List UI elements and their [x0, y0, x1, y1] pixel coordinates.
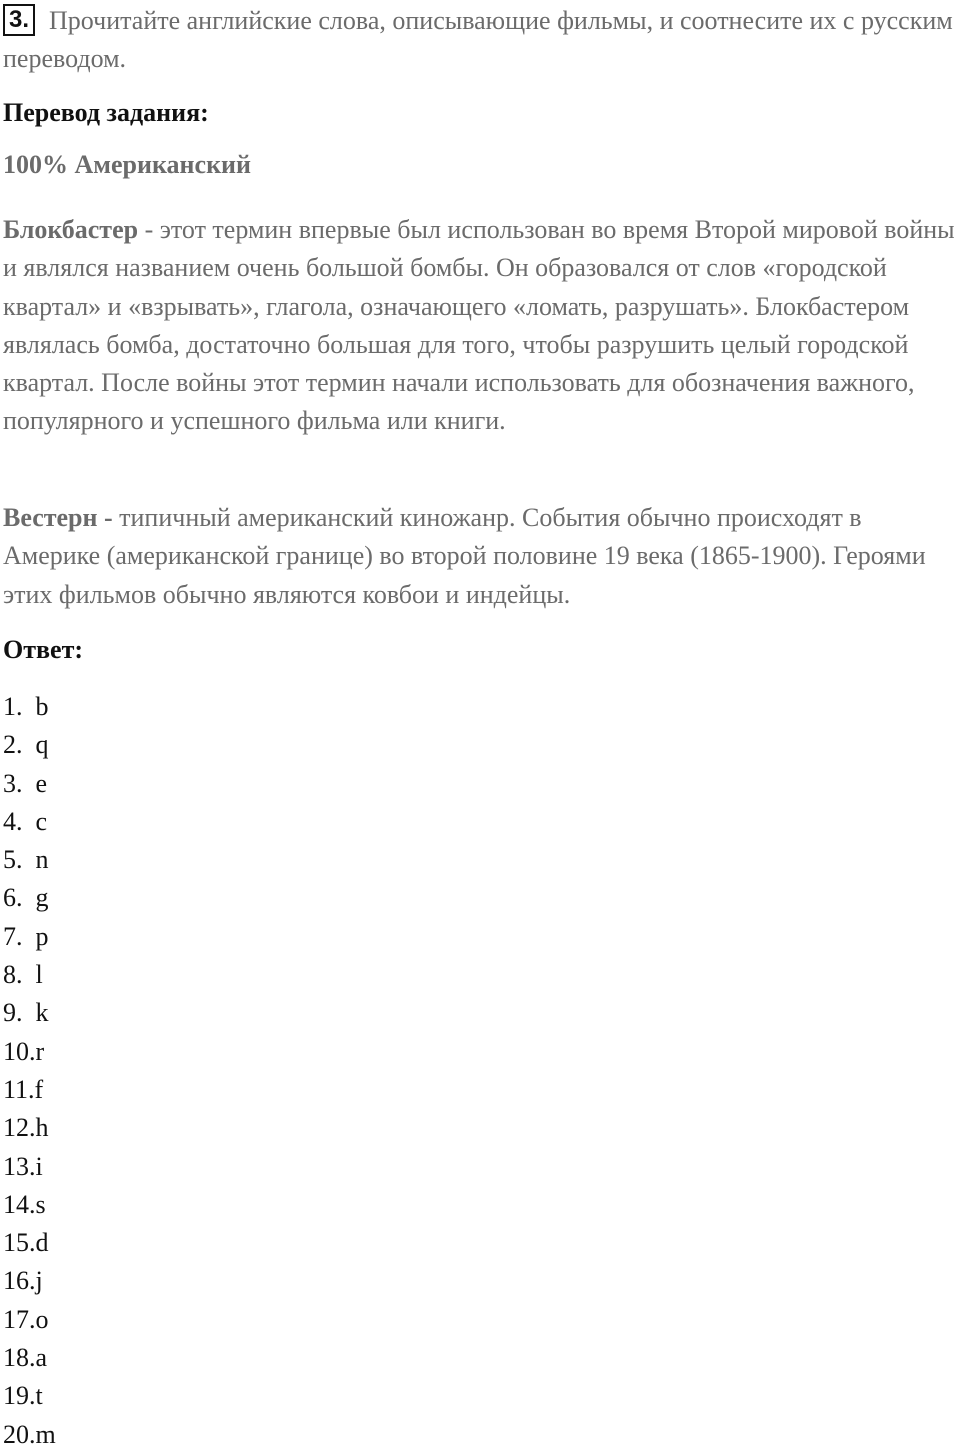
answer-item: 8. l — [3, 960, 43, 990]
answer-heading: Ответ: — [3, 635, 84, 664]
answer-item: 2. q — [3, 730, 49, 760]
blockbuster-text: - этот термин впервые был использован во время Второй мировой войны и являлся названием очень большой бомбы. Он образовался от слов «городской квартал» и «взрывать», глагола, означающего «ломать, разрушать». Блокбастером являлась бомба, достаточно большая для того, чтобы разрушить целый городской квартал. После войны этот термин начали использовать для обозначения важного, популярного и успешного фильма или книги. — [3, 215, 955, 436]
western-term: Вестерн - — [3, 503, 113, 532]
western-text: типичный американский киножанр. События обычно происходят в Америке (американской границе) во второй половине 19 века (1865-1900). Героями этих фильмов обычно являются ковбои и индейцы. — [3, 503, 926, 609]
answer-item: 5. n — [3, 845, 49, 875]
article-title: 100% Американский — [3, 150, 252, 179]
translation-heading: Перевод задания: — [3, 98, 209, 127]
answer-item: 20.m — [3, 1419, 56, 1449]
answer-item: 6. g — [3, 883, 49, 913]
answer-item: 4. c — [3, 806, 48, 836]
task-text: Прочитайте английские слова, описывающие фильмы, и соотнесите их с русским переводом. — [3, 6, 953, 73]
answer-item: 10.r — [3, 1036, 45, 1066]
answer-item: 18.a — [3, 1343, 48, 1373]
western-paragraph — [3, 499, 960, 614]
blockbuster-paragraph — [3, 211, 960, 441]
answer-item: 15.d — [3, 1228, 49, 1258]
task-instruction — [3, 2, 959, 78]
answer-item: 3. e — [3, 768, 48, 798]
answer-item: 11.f — [3, 1074, 44, 1104]
answer-item: 12.h — [3, 1113, 49, 1143]
answer-item: 13.i — [3, 1151, 43, 1181]
answer-item: 19.t — [3, 1381, 43, 1411]
answer-list — [3, 688, 56, 1454]
task-number-badge: 3. — [3, 4, 35, 36]
answer-item: 9. k — [3, 998, 49, 1028]
answer-item: 14.s — [3, 1189, 46, 1219]
answer-item: 7. p — [3, 921, 49, 951]
answer-item: 16.j — [3, 1266, 43, 1296]
blockbuster-term: Блокбастер — [3, 215, 139, 244]
answer-item: 1. b — [3, 692, 49, 721]
answer-item: 17.o — [3, 1304, 49, 1334]
